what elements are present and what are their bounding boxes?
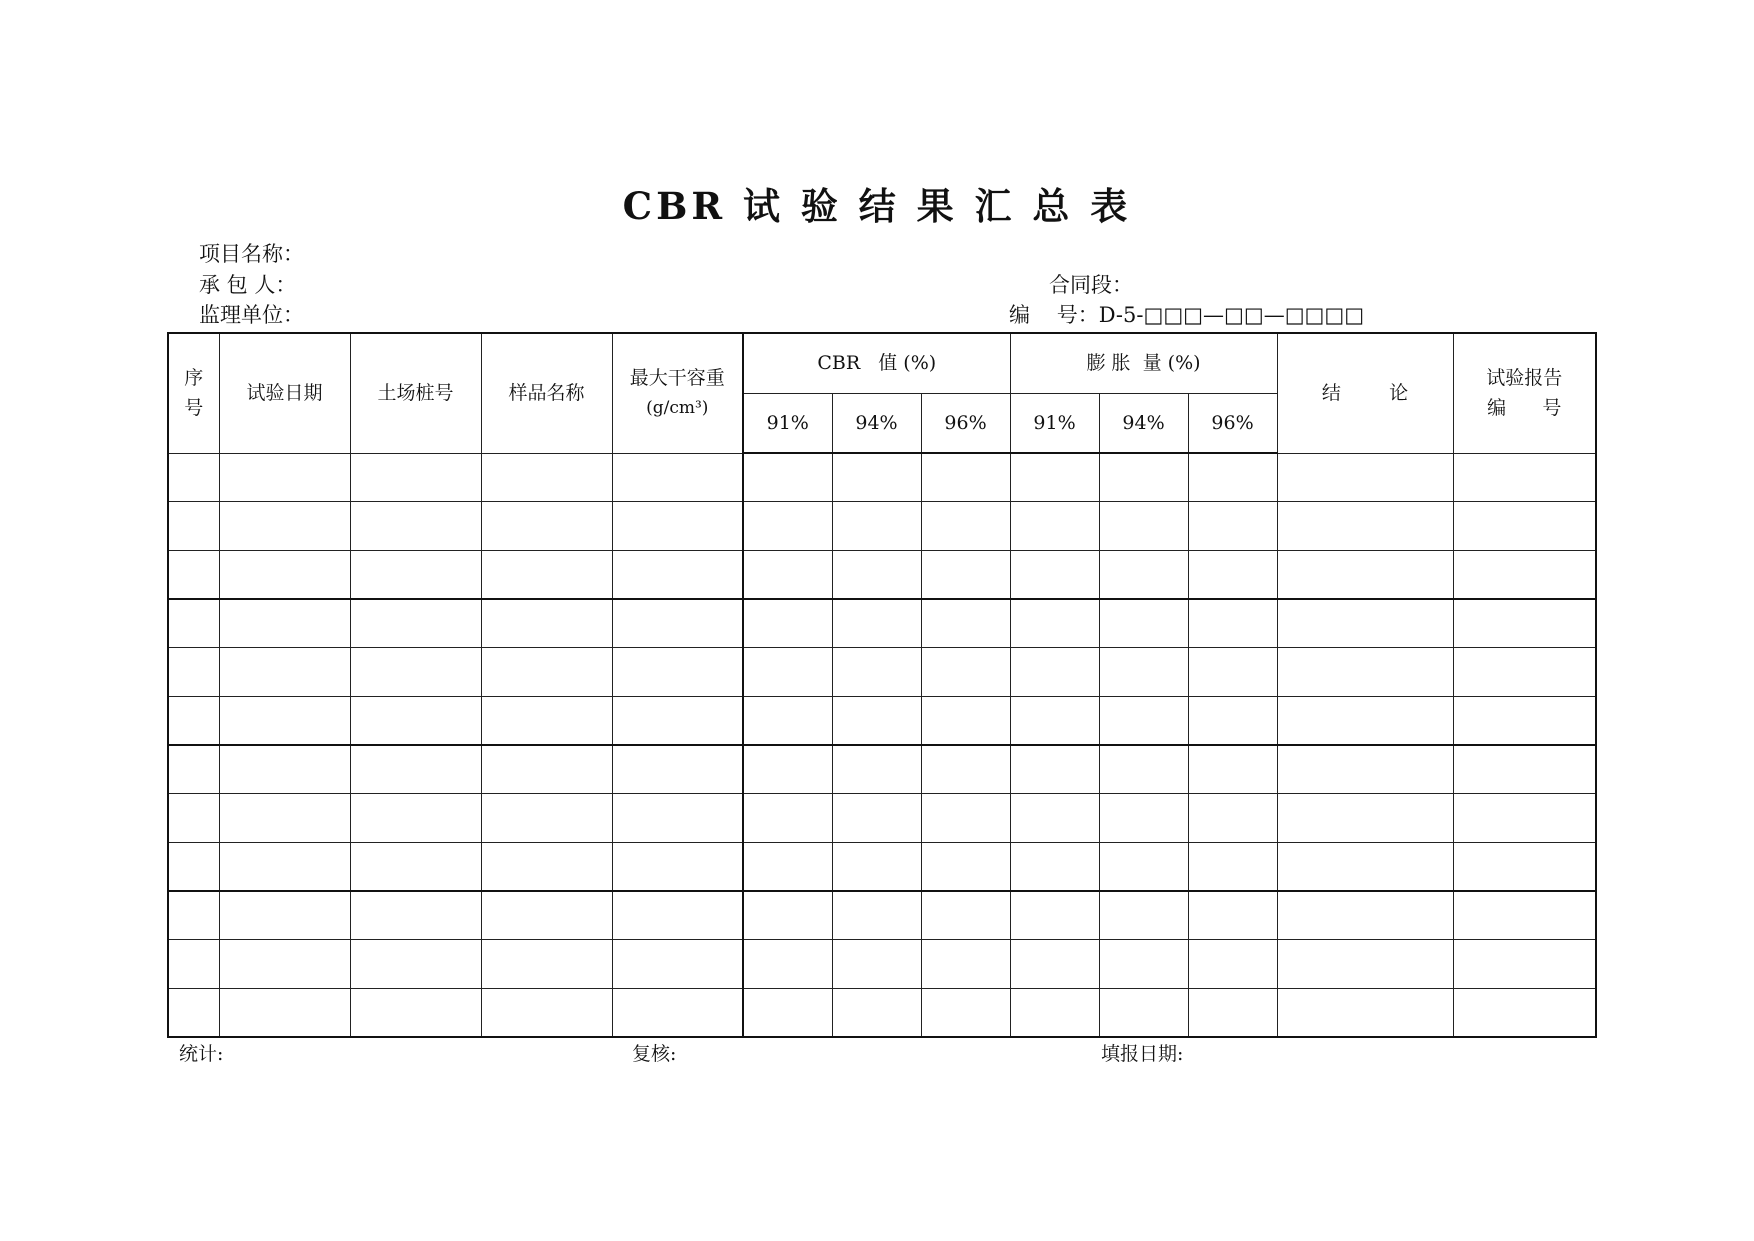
table-cell[interactable] — [921, 843, 1010, 892]
table-cell[interactable] — [219, 843, 350, 892]
table-cell[interactable] — [481, 696, 612, 745]
table-cell[interactable] — [350, 794, 481, 843]
table-cell[interactable] — [350, 989, 481, 1038]
footer-stats-label: 统计: — [179, 1043, 224, 1065]
table-cell[interactable] — [168, 940, 219, 989]
table-cell[interactable] — [1453, 940, 1596, 989]
header-cbr-91: 91% — [743, 393, 832, 453]
table-cell[interactable] — [1277, 696, 1453, 745]
table-cell[interactable] — [168, 648, 219, 697]
table-cell[interactable] — [1453, 794, 1596, 843]
table-cell[interactable] — [743, 940, 832, 989]
table-cell[interactable] — [481, 989, 612, 1038]
table-cell[interactable] — [1453, 696, 1596, 745]
table-cell[interactable] — [350, 843, 481, 892]
table-row — [168, 794, 1596, 843]
table-cell[interactable] — [743, 843, 832, 892]
table-cell[interactable] — [168, 891, 219, 940]
table-cell[interactable] — [832, 550, 921, 599]
header-swell-94: 94% — [1099, 393, 1188, 453]
supervisor-label: 监理单位： — [199, 303, 304, 327]
table-cell[interactable] — [1277, 599, 1453, 648]
table-cell[interactable] — [1099, 696, 1188, 745]
table-body — [168, 453, 1596, 1037]
table-cell[interactable] — [1099, 794, 1188, 843]
serial-value: D-5-□□□—□□—□□□□ — [1098, 303, 1365, 327]
table-cell[interactable] — [168, 843, 219, 892]
serial-label: 编 号： — [1009, 303, 1099, 327]
table-cell[interactable] — [168, 989, 219, 1038]
table-row — [168, 989, 1596, 1038]
table-cell[interactable] — [350, 940, 481, 989]
table-cell[interactable] — [219, 453, 350, 502]
table-cell[interactable] — [1188, 696, 1277, 745]
table-cell[interactable] — [168, 502, 219, 551]
table-cell[interactable] — [743, 550, 832, 599]
table-cell[interactable] — [168, 794, 219, 843]
table-cell[interactable] — [832, 891, 921, 940]
table-cell[interactable] — [743, 599, 832, 648]
footer-review-label: 复核: — [632, 1043, 677, 1065]
table-cell[interactable] — [219, 891, 350, 940]
table-cell[interactable] — [481, 502, 612, 551]
table-cell[interactable] — [1010, 550, 1099, 599]
table-cell[interactable] — [1188, 940, 1277, 989]
header-sample-name: 样品名称 — [481, 333, 612, 453]
table-cell[interactable] — [168, 453, 219, 502]
project-name-label: 项目名称： — [199, 242, 304, 266]
table-cell[interactable] — [1188, 550, 1277, 599]
table-header — [168, 333, 1596, 453]
header-max-density-line2: (g/cm³) — [646, 398, 709, 419]
table-cell[interactable] — [219, 940, 350, 989]
table-cell[interactable] — [219, 648, 350, 697]
table-cell[interactable] — [832, 648, 921, 697]
header-cbr-96: 96% — [921, 393, 1010, 453]
header-seq — [168, 333, 219, 453]
table-cell[interactable] — [168, 550, 219, 599]
table-cell[interactable] — [1453, 891, 1596, 940]
table-cell[interactable] — [743, 648, 832, 697]
table-cell[interactable] — [1010, 745, 1099, 794]
table-cell[interactable] — [743, 453, 832, 502]
table-cell[interactable] — [612, 891, 743, 940]
contractor-label: 承 包 人： — [199, 273, 297, 297]
serial-number — [1009, 301, 1364, 329]
table-cell[interactable] — [350, 453, 481, 502]
table-cell[interactable] — [1010, 794, 1099, 843]
table-cell[interactable] — [1453, 599, 1596, 648]
table-cell[interactable] — [1277, 989, 1453, 1038]
page-title: CBR 试 验 结 果 汇 总 表 — [622, 184, 1132, 228]
table-row — [168, 648, 1596, 697]
table-cell[interactable] — [921, 599, 1010, 648]
cbr-results-table — [167, 332, 1597, 1038]
table-cell[interactable] — [921, 940, 1010, 989]
table-cell[interactable] — [481, 745, 612, 794]
table-cell[interactable] — [1010, 599, 1099, 648]
table-cell[interactable] — [1453, 502, 1596, 551]
table-row — [168, 696, 1596, 745]
table-cell[interactable] — [1453, 648, 1596, 697]
table-cell[interactable] — [832, 696, 921, 745]
table-cell[interactable] — [1010, 989, 1099, 1038]
table-cell[interactable] — [1188, 453, 1277, 502]
table-cell[interactable] — [481, 599, 612, 648]
table-cell[interactable] — [481, 648, 612, 697]
table-cell[interactable] — [743, 696, 832, 745]
table-cell[interactable] — [350, 891, 481, 940]
table-cell[interactable] — [921, 648, 1010, 697]
footer-fill-date-label: 填报日期: — [1101, 1043, 1184, 1065]
table-cell[interactable] — [1277, 453, 1453, 502]
table-cell[interactable] — [219, 745, 350, 794]
table-cell[interactable] — [481, 550, 612, 599]
table-cell[interactable] — [481, 891, 612, 940]
table-cell[interactable] — [481, 843, 612, 892]
header-conclusion: 结 论 — [1277, 333, 1453, 453]
table-cell[interactable] — [219, 599, 350, 648]
table-cell[interactable] — [350, 550, 481, 599]
table-cell[interactable] — [1188, 745, 1277, 794]
table-cell[interactable] — [350, 502, 481, 551]
table-cell[interactable] — [1277, 891, 1453, 940]
table-cell[interactable] — [1188, 794, 1277, 843]
table-cell[interactable] — [219, 794, 350, 843]
table-cell[interactable] — [921, 550, 1010, 599]
table-cell[interactable] — [743, 794, 832, 843]
header-report-no — [1453, 333, 1596, 453]
table-cell[interactable] — [612, 502, 743, 551]
table-cell[interactable] — [1453, 453, 1596, 502]
table-cell[interactable] — [1188, 843, 1277, 892]
table-cell[interactable] — [921, 891, 1010, 940]
table-cell[interactable] — [1188, 599, 1277, 648]
header-max-density-line1: 最大干容重 — [629, 367, 725, 390]
table-cell[interactable] — [481, 940, 612, 989]
table-row — [168, 843, 1596, 892]
table-cell[interactable] — [612, 989, 743, 1038]
table-cell[interactable] — [612, 648, 743, 697]
table-cell[interactable] — [350, 599, 481, 648]
table-cell[interactable] — [612, 745, 743, 794]
table-cell[interactable] — [1277, 940, 1453, 989]
table-cell[interactable] — [832, 502, 921, 551]
table-cell[interactable] — [832, 989, 921, 1038]
table-cell[interactable] — [1277, 502, 1453, 551]
table-row — [168, 550, 1596, 599]
table-cell[interactable] — [481, 794, 612, 843]
table-row — [168, 453, 1596, 502]
table-row — [168, 891, 1596, 940]
table-cell[interactable] — [1188, 648, 1277, 697]
table-cell[interactable] — [1453, 745, 1596, 794]
table-cell[interactable] — [219, 502, 350, 551]
table-cell[interactable] — [921, 794, 1010, 843]
table-cell[interactable] — [743, 891, 832, 940]
table-cell[interactable] — [743, 502, 832, 551]
table-cell[interactable] — [1099, 550, 1188, 599]
table-cell[interactable] — [1099, 599, 1188, 648]
table-cell[interactable] — [1099, 502, 1188, 551]
table-cell[interactable] — [743, 745, 832, 794]
table-cell[interactable] — [1188, 891, 1277, 940]
header-max-density — [612, 333, 743, 453]
table-cell[interactable] — [168, 696, 219, 745]
header-report-line2: 编 号 — [1487, 397, 1562, 420]
header-seq-line2: 号 — [184, 397, 204, 420]
table-cell[interactable] — [832, 745, 921, 794]
header-pile-no: 土场桩号 — [350, 333, 481, 453]
table-cell[interactable] — [1453, 550, 1596, 599]
table-cell[interactable] — [832, 599, 921, 648]
table-cell[interactable] — [1010, 453, 1099, 502]
table-cell[interactable] — [1453, 843, 1596, 892]
table-cell[interactable] — [1277, 843, 1453, 892]
table-cell[interactable] — [350, 696, 481, 745]
table-cell[interactable] — [921, 696, 1010, 745]
table-cell[interactable] — [612, 599, 743, 648]
table-row — [168, 599, 1596, 648]
header-test-date: 试验日期 — [219, 333, 350, 453]
header-swell-96: 96% — [1188, 393, 1277, 453]
table-row — [168, 502, 1596, 551]
table-row — [168, 940, 1596, 989]
header-seq-line1: 序 — [184, 367, 204, 390]
table-cell[interactable] — [1099, 843, 1188, 892]
table-cell[interactable] — [168, 599, 219, 648]
table-cell[interactable] — [219, 696, 350, 745]
table-cell[interactable] — [1099, 453, 1188, 502]
table-cell[interactable] — [1099, 745, 1188, 794]
table-cell[interactable] — [832, 940, 921, 989]
table-cell[interactable] — [219, 550, 350, 599]
table-cell[interactable] — [612, 940, 743, 989]
table-cell[interactable] — [612, 843, 743, 892]
table-cell[interactable] — [612, 550, 743, 599]
table-cell[interactable] — [612, 794, 743, 843]
table-cell[interactable] — [1010, 696, 1099, 745]
table-cell[interactable] — [921, 745, 1010, 794]
table-cell[interactable] — [1099, 940, 1188, 989]
table-cell[interactable] — [832, 794, 921, 843]
table-cell[interactable] — [1010, 648, 1099, 697]
table-cell[interactable] — [1010, 502, 1099, 551]
header-cbr-94: 94% — [832, 393, 921, 453]
table-cell[interactable] — [1188, 502, 1277, 551]
header-swell-91: 91% — [1010, 393, 1099, 453]
table-cell[interactable] — [1099, 891, 1188, 940]
table-cell[interactable] — [1277, 550, 1453, 599]
table-cell[interactable] — [921, 989, 1010, 1038]
header-report-line1: 试验报告 — [1486, 367, 1563, 390]
header-cbr-group: CBR 值 (%) — [743, 333, 1010, 393]
table-cell[interactable] — [168, 745, 219, 794]
table-cell[interactable] — [921, 453, 1010, 502]
table-cell[interactable] — [612, 696, 743, 745]
table-cell[interactable] — [1099, 989, 1188, 1038]
table-cell[interactable] — [832, 453, 921, 502]
table-row — [168, 745, 1596, 794]
table-cell[interactable] — [743, 989, 832, 1038]
table-cell[interactable] — [1010, 891, 1099, 940]
table-cell[interactable] — [1277, 648, 1453, 697]
header-swell-group: 膨 胀 量 (%) — [1010, 333, 1277, 393]
table-cell[interactable] — [219, 989, 350, 1038]
table-cell[interactable] — [1188, 989, 1277, 1038]
table-cell[interactable] — [1277, 745, 1453, 794]
table-cell[interactable] — [921, 502, 1010, 551]
contract-section-label: 合同段： — [1049, 273, 1133, 297]
table-cell[interactable] — [350, 745, 481, 794]
table-cell[interactable] — [1099, 648, 1188, 697]
table-cell[interactable] — [481, 453, 612, 502]
table-cell[interactable] — [1010, 843, 1099, 892]
table-cell[interactable] — [1010, 940, 1099, 989]
table-cell[interactable] — [350, 648, 481, 697]
table-cell[interactable] — [1277, 794, 1453, 843]
table-cell[interactable] — [1453, 989, 1596, 1038]
table-cell[interactable] — [832, 843, 921, 892]
table-cell[interactable] — [612, 453, 743, 502]
